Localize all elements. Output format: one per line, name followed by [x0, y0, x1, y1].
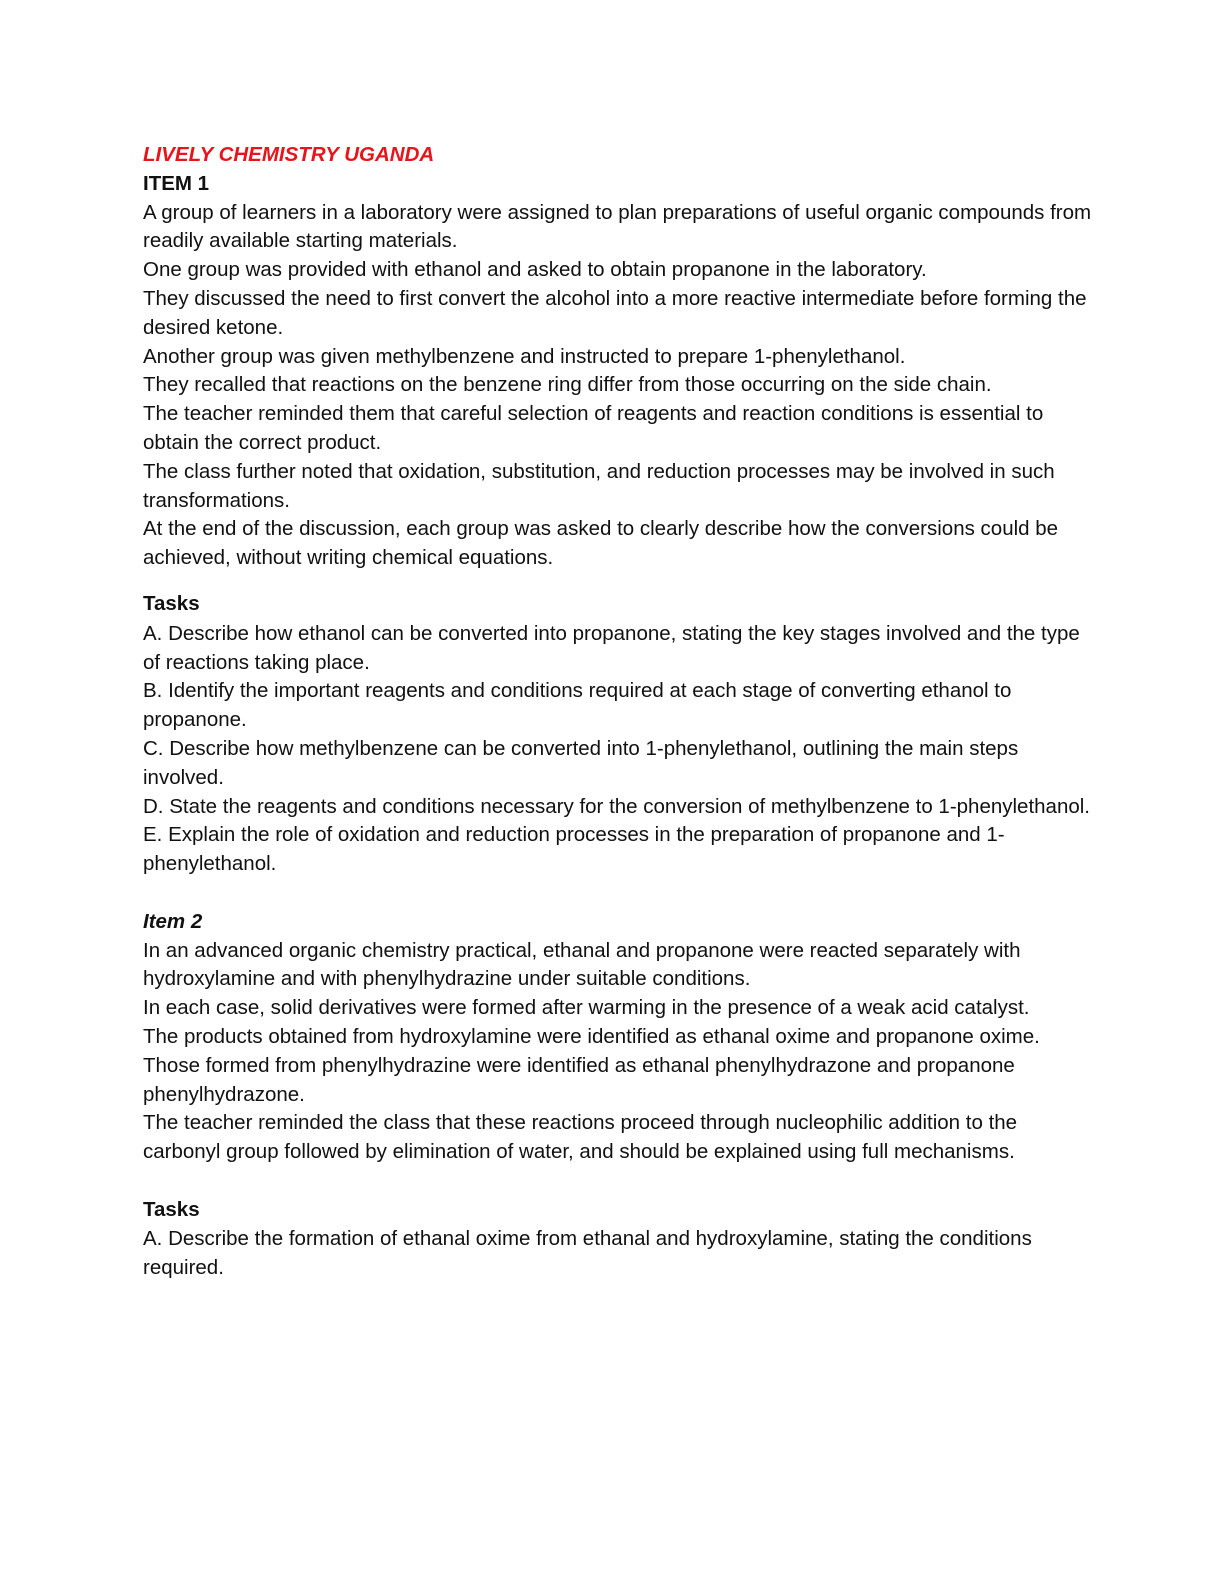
item-1-task: B. Identify the important reagents and conditions required at each stage of converting ethanol to propanone. [143, 679, 1012, 732]
item-2-task: A. Describe the formation of ethanal oxime from ethanal and hydroxylamine, stating the conditions required. [143, 1227, 1032, 1280]
item-2-heading: Item 2 [143, 909, 203, 933]
brand-title: LIVELY CHEMISTRY UGANDA [143, 143, 435, 166]
spacer [143, 879, 1093, 908]
item-2-paragraph: Those formed from phenylhydrazine were identified as ethanal phenylhydrazone and propanone phenylhydrazone. [143, 1053, 1015, 1106]
item-1-task: D. State the reagents and conditions necessary for the conversion of methylbenzene to 1-phenylethanol. [143, 794, 1091, 818]
item-1-task: E. Explain the role of oxidation and reduction processes in the preparation of propanone and 1-phenylethanol. [143, 823, 1005, 876]
item-1-heading: ITEM 1 [143, 171, 210, 195]
item-2-paragraph: The products obtained from hydroxylamine were identified as ethanal oxime and propanone oxime. [143, 1024, 1040, 1048]
document-page [143, 141, 1093, 1283]
item-1-paragraph: The teacher reminded them that careful selection of reagents and reaction conditions is essential to obtain the correct product. [143, 402, 1044, 454]
item-1-paragraph: They recalled that reactions on the benzene ring differ from those occurring on the side chain. [143, 373, 992, 397]
item-2-paragraph: In an advanced organic chemistry practical, ethanal and propanone were reacted separately with hydroxylamine and with phenylhydrazine under suitable conditions. [143, 938, 1021, 991]
item-2-paragraph: In each case, solid derivatives were formed after warming in the presence of a weak acid catalyst. [143, 996, 1030, 1020]
item-1-paragraph: At the end of the discussion, each group was asked to clearly describe how the conversions could be achieved, without writing chemical equations. [143, 517, 1059, 570]
item-1-paragraph: A group of learners in a laboratory were assigned to plan preparations of useful organic compounds from readily available starting materials. [143, 200, 1092, 253]
item-1-task: C. Describe how methylbenzene can be converted into 1-phenylethanol, outlining the main steps involved. [143, 736, 1019, 789]
item-1-paragraph: Another group was given methylbenzene and instructed to prepare 1-phenylethanol. [143, 344, 906, 368]
item-1-tasks-heading: Tasks [143, 591, 200, 615]
item-1-task: A. Describe how ethanol can be converted into propanone, stating the key stages involved and the type of reactions taking place. [143, 621, 1080, 674]
item-1-paragraph: One group was provided with ethanol and asked to obtain propanone in the laboratory. [143, 258, 927, 282]
spacer [143, 1167, 1093, 1196]
item-1-paragraph: The class further noted that oxidation, substitution, and reduction processes may be involved in such transformations. [143, 459, 1055, 512]
spacer [143, 573, 1093, 590]
item-2-paragraph: The teacher reminded the class that these reactions proceed through nucleophilic addition to the carbonyl group followed by elimination of water, and should be explained using full mechanisms. [143, 1111, 1018, 1164]
item-2-tasks-heading: Tasks [143, 1197, 200, 1221]
item-1-paragraph: They discussed the need to first convert the alcohol into a more reactive intermediate before forming the desired ketone. [143, 286, 1087, 339]
